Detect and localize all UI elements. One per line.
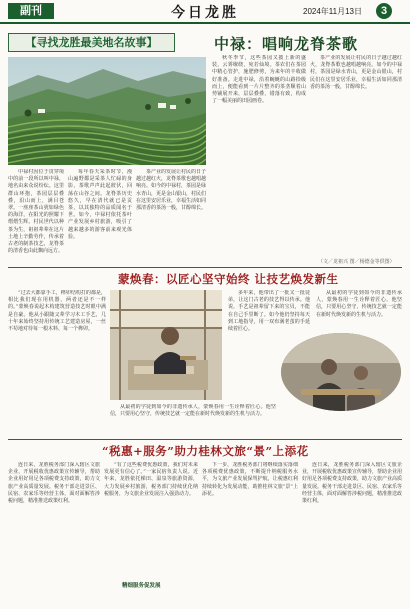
article1-col-left: 中禄村因位于贯穿境中的前一段所以叫中禄，地名由来众说纷纭。这里群山环抱，茶园层层叠叠，沿山而上，满目苍翠。一座座茶山犹如绿色的海洋，在阳光的照耀下熠熠生辉。村民世代以种茶为生，祖祖辈辈在这片土地上辛勤劳作，传承着古老的制茶技艺，龙脊茶的清香也由此飘向远方。 [8,169,64,255]
article3-headline: “税惠+服务”助力桂林文旅“景”上添花 [102,444,309,458]
article3-col-4: 连日来，龙胜税务部门深入辖区文旅企业，开展税收优惠政策宣传辅导，帮助企业用好用足各项税费支持政策，助力文旅产业高质量发展。税务干部走进景区、民宿、农家乐等经营主体，面对面解答涉税问题，精准推送政策红利。 [302,462,402,505]
woodwork-photo [281,333,401,411]
article2-col-bottom: 从最初的学徒到如今的非遗传承人，蒙焕春用一生诠释着匠心。他坚信，只要用心坚守，传统技艺就一定能在新时代焕发新的生机与活力。 [110,404,276,418]
article1-byline: （文／龙祖兴 图／杨德金等供图） [318,259,395,265]
article2-col-right: 从最初的学徒到如今的非遗传承人，蒙焕春用一生诠释着匠心。他坚信，只要用心坚守，传统技艺就一定能在新时代焕发新的生机与活力。 [316,290,402,318]
article3-subhead: 精细服务促发展 [122,583,161,589]
tea-hills-photo [8,57,206,165]
article1-col-mid: 每年春天采茶时节，漫山遍野都是采茶人忙碌的身影，茶歌声声此起彼伏，回荡在山谷之间。龙脊茶历史悠久，早在清代就已是贡茶，以其独特的品质闻名于世。如今，中禄村依托茶叶产业发展乡村旅游，吸引了越来越多的游客前来观光体验。 [68,169,132,240]
article1-col-right2: 茶产业的发展让村民的日子越过越红火，龙脊茶歌也越唱越响亮。如今的中禄村，茶园是绿水青山，更是金山银山，村民们在这里安居乐业，幸福生活如同那清香的茶汤一般，甘醇绵长。 [310,55,402,90]
article1-headline: 中禄：唱响龙脊茶歌 [214,35,359,53]
article2-col-left: “过去大都靠手工，榫卯结构打的都是，相比我们现在用机器，两者还是不一样的。”蒙焕春说起木构建筑营造技艺时眼中满是自豪。他从小跟随父辈学习木工手艺，几十年来始终坚持用传统工艺建造房屋，一丝不苟地对待每一根木料、每一个榫卯。 [8,290,106,333]
article3-col-1: 连日来，龙胜税务部门深入辖区文旅企业，开展税收优惠政策宣传辅导，帮助企业用好用足各项税费支持政策，助力文旅产业高质量发展。税务干部走进景区、民宿、农家乐等经营主体，面对面解答涉税问题，精准推送政策红利。 [8,462,100,505]
article2-col-mid: 多年来，他带出了一批又一批徒弟，让这门古老的技艺得以传承。他说，手艺是祖辈留下来的宝贝，不能在自己手里断了。如今他仍坚持每天到工地指导，用一双布满老茧的手延续着匠心。 [228,290,310,333]
section-tag: 副刊 [8,3,54,19]
divider-2 [8,439,402,440]
craftsman-photo [110,290,222,400]
article1-col-mid2: 茶产业的发展让村民的日子越过越红火，龙脊茶歌也越唱越响亮。如今的中禄村，茶园是绿水青山，更是金山银山，村民们在这里安居乐业，幸福生活如同那清香的茶汤一般，甘醇绵长。 [136,169,206,212]
article2-headline: 蒙焕春：以匠心坚守始终 让技艺焕发新生 [118,272,339,286]
article1-col-right1: 秋冬季节，这些茶园又披上新的盛装，云雾缭绕，宛若仙境。茶农们在茶园中精心管护，施肥修剪，为来年的丰收做好准备。走进中禄，沿着蜿蜒的山路拾级而上，便能看到一片片整齐的茶垄顺着山势铺展开来，层层叠叠，错落有致，构成了一幅美丽的田园画卷。 [212,55,306,105]
column-banner: 【寻找龙胜最美地名故事】 [8,33,175,52]
article3-col-3: 下一步，龙胜税务部门将继续落实落细各项税费优惠政策，不断提升纳税服务水平，为文旅产业发展保驾护航，让税惠红利持续转化为发展动能，助推桂林文旅“景”上添花。 [202,462,298,497]
masthead [0,0,410,24]
paper-name: 今日龙胜 [171,5,239,21]
divider-1 [8,267,402,268]
issue-date: 2024年11月13日 [303,7,362,16]
page-number: 3 [376,3,392,19]
article3-col-2: “有了这些税费优惠政策，我们对未来发展更有信心了。”一家民宿负责人说。近年来，龙胜依托梯田、温泉等旅游资源，大力发展乡村旅游，税务部门持续优化纳税服务，为文旅企业发展注入强劲动力。 [104,462,198,497]
